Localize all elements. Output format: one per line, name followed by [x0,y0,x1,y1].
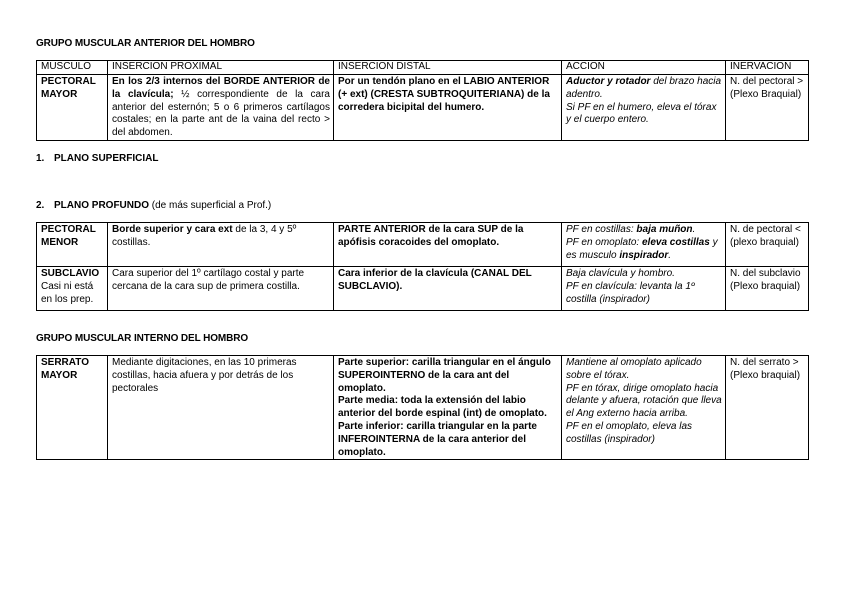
cell-inervacion: N. del serrato > (Plexo braquial) [726,356,809,460]
cell-insercion-distal: Cara inferior de la clavícula (CANAL DEL SUBCLAVIO). [334,267,562,311]
cell-insercion-proximal: Mediante digitaciones, en las 10 primeras costillas, hacia afuera y por detrás de los pectorales [108,356,334,460]
table-row-pectoral-mayor [37,75,809,141]
cell-inervacion: N. del pectoral > (Plexo Braquial) [726,75,809,141]
col-inervacion: INERVACION [726,61,809,75]
cell-insercion-distal: Por un tendón plano en el LABIO ANTERIOR (+ ext) (CRESTA SUBTROQUITERIANA) de la corredera bicipital del humero. [334,75,562,141]
cell-insercion-proximal: Cara superior del 1º cartílago costal y parte cercana de la cara sup de primera costilla. [108,267,334,311]
cell-accion: Aductor y rotador del brazo hacia adentro. Si PF en el humero, eleva el tórax y el cuerpo entero. [562,75,726,141]
col-insercion-distal: INSERCION DISTAL [334,61,562,75]
cell-accion: PF en costillas: baja muñon. PF en omoplato: eleva costillas y es musculo inspirador. [562,223,726,267]
heading-interno-group: GRUPO MUSCULAR INTERNO DEL HOMBRO [36,333,249,344]
cell-inervacion: N. de pectoral < (plexo braquial) [726,223,809,267]
table-anterior-superficial [36,60,809,141]
cell-musculo: PECTORAL MAYOR [37,75,108,141]
heading-anterior-group: GRUPO MUSCULAR ANTERIOR DEL HOMBRO [36,38,255,49]
cell-insercion-distal: Parte superior: carilla triangular en el ángulo SUPEROINTERNO de la cara ant del omoplato. Parte media: toda la extensión del labio anterior del borde espinal (int) de omoplato. Parte inferior: carilla triangular en la parte INFEROINTERNA de la cara anterior del omoplato. [334,356,562,460]
table-row-serrato-mayor [37,356,809,460]
cell-musculo: PECTORAL MENOR [37,223,108,267]
cell-musculo: SUBCLAVIO Casi ni está en los prep. [37,267,108,311]
cell-accion: Baja clavícula y hombro. PF en clavícula: levanta la 1º costilla (inspirador) [562,267,726,311]
table-interno [36,355,809,460]
col-musculo: MUSCULO [37,61,108,75]
col-insercion-proximal: INSERCION PROXIMAL [108,61,334,75]
cell-musculo: SERRATO MAYOR [37,356,108,460]
table-row-subclavio [37,267,809,311]
table-header-row [37,61,809,75]
table-row-pectoral-menor [37,223,809,267]
cell-insercion-proximal: En los 2/3 internos del BORDE ANTERIOR de la clavícula; ½ correspondiente de la cara anterior del esternón; 5 o 6 primeros cartílagos costales; en la parte ant de la vaina del recto > del abdomen. [108,75,334,141]
table-anterior-profundo [36,222,809,311]
col-accion: ACCION [562,61,726,75]
plane-superficial-label: 1. PLANO SUPERFICIAL [36,153,159,164]
cell-inervacion: N. del subclavio (Plexo braquial) [726,267,809,311]
cell-insercion-distal: PARTE ANTERIOR de la cara SUP de la apófisis coracoides del omoplato. [334,223,562,267]
plane-profundo-label: 2. PLANO PROFUNDO (de más superficial a Prof.) [36,200,272,211]
cell-accion: Mantiene al omoplato aplicado sobre el tórax. PF en tórax, dirige omoplato hacia delante y afuera, rotación que lleva el Ang externo hacia arriba. PF en el omoplato, eleva las costillas (inspirador) [562,356,726,460]
cell-insercion-proximal: Borde superior y cara ext de la 3, 4 y 5º costillas. [108,223,334,267]
